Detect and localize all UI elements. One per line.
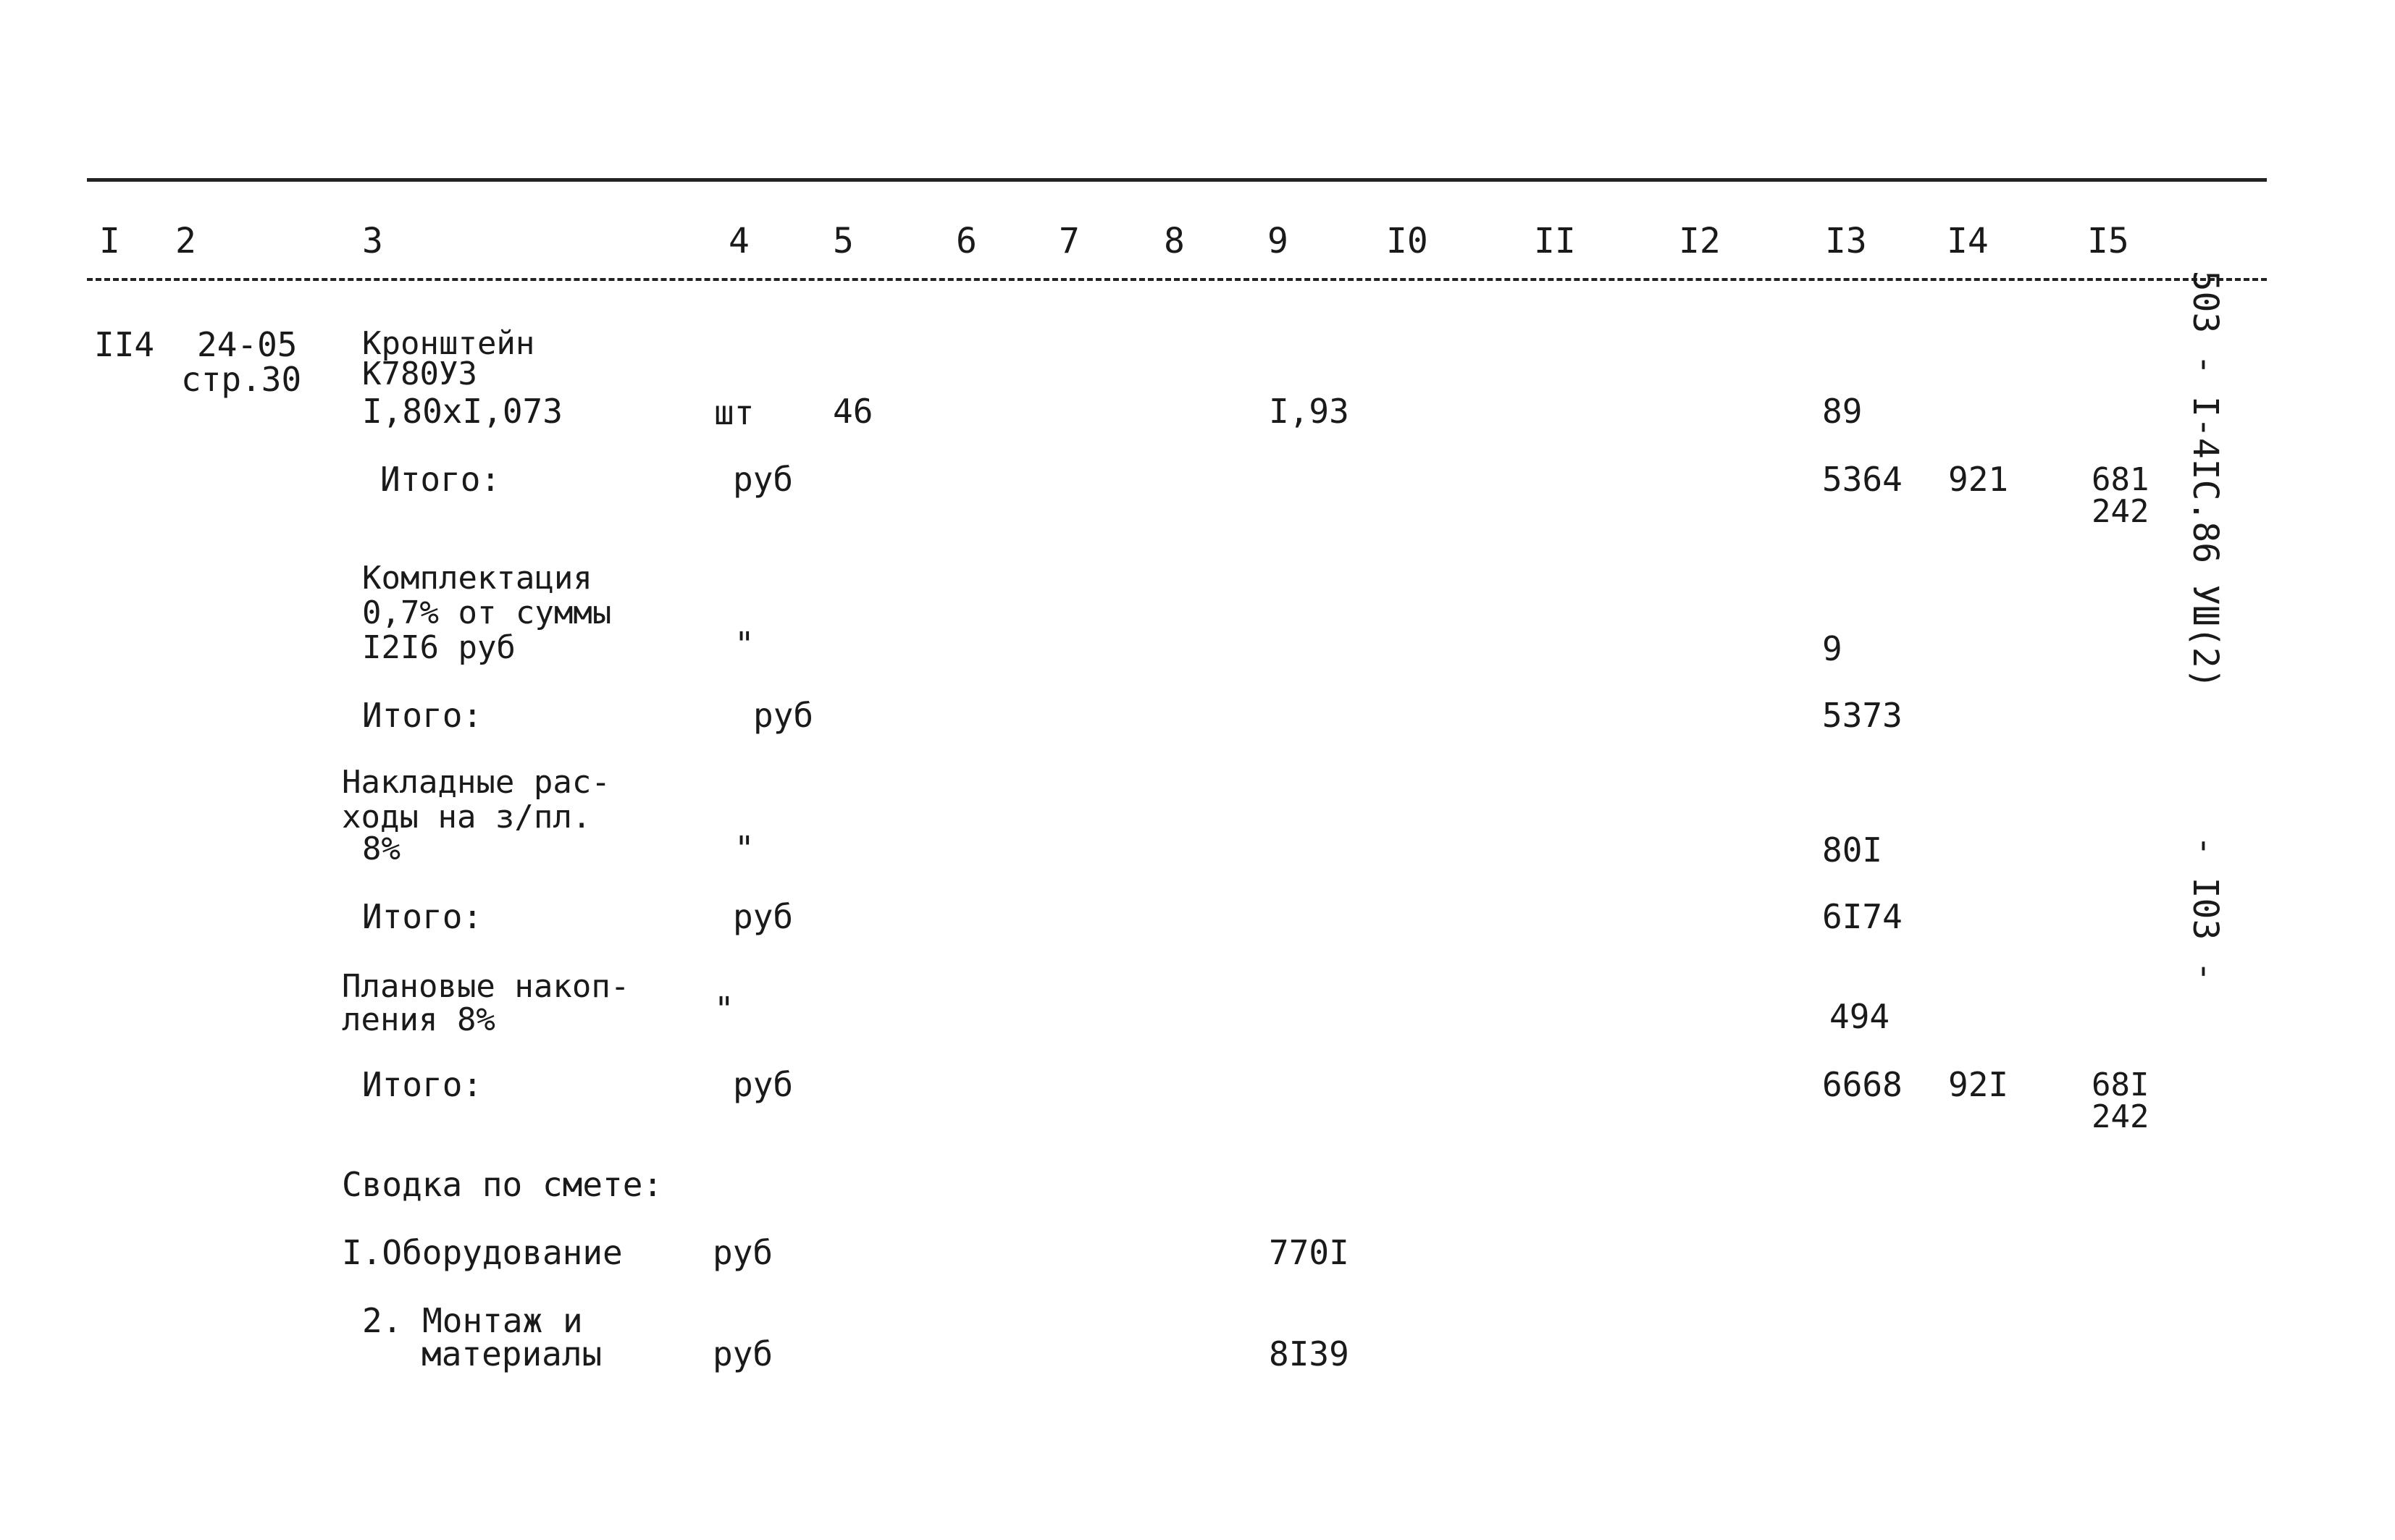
item-ref: стр.30 <box>181 360 302 399</box>
table-top-rule <box>87 178 2267 182</box>
column-header: 8 <box>1164 221 1185 261</box>
item-number: II4 <box>94 325 155 364</box>
completion-label: I2I6 руб <box>362 629 516 666</box>
overhead-label: ходы на з/пл. <box>342 799 592 836</box>
column-header: 4 <box>729 221 750 261</box>
document-code-side <box>2151 187 2260 982</box>
total-unit: руб <box>753 696 814 735</box>
ditto-mark: " <box>734 829 755 868</box>
column-header: I5 <box>2087 221 2129 261</box>
planned-col13: 494 <box>1829 997 1890 1036</box>
completion-label: 0,7% от суммы <box>362 594 612 631</box>
total-unit: руб <box>733 460 794 499</box>
item-code: 24-05 <box>197 325 298 364</box>
summary-equipment-label: I.Оборудование <box>342 1233 623 1272</box>
column-header: 7 <box>1059 221 1080 261</box>
item-col13: 89 <box>1822 392 1863 431</box>
summary-mounting-label: 2. Монтаж и <box>362 1301 583 1340</box>
column-header: 3 <box>362 221 383 261</box>
total-col14: 921 <box>1948 460 2009 499</box>
summary-equipment-value: 770I <box>1269 1233 1349 1272</box>
item-price: I,93 <box>1269 392 1349 431</box>
total-col15: 242 <box>2092 493 2149 530</box>
column-header: II <box>1534 221 1576 261</box>
total-unit: руб <box>733 897 794 936</box>
total-col13: 5364 <box>1822 460 1903 499</box>
summary-mounting-unit: руб <box>713 1334 773 1373</box>
page-number: - I03 - <box>2185 835 2226 983</box>
total-col15: 68I <box>2092 1066 2149 1103</box>
ditto-mark: " <box>734 625 755 664</box>
total-label: Итого: <box>362 1065 483 1104</box>
overhead-col13: 80I <box>1822 830 1883 870</box>
item-name: К780У3 <box>362 355 477 392</box>
completion-col13: 9 <box>1822 629 1842 668</box>
column-header: I2 <box>1679 221 1721 261</box>
item-unit: шт <box>714 393 755 432</box>
summary-mounting-value: 8I39 <box>1269 1334 1349 1373</box>
planned-label: Плановые накоп- <box>342 968 630 1005</box>
column-header: 9 <box>1267 221 1288 261</box>
total-col14: 92I <box>1948 1065 2009 1104</box>
total-label: Итого: <box>362 897 483 936</box>
total-label: Итого: <box>362 696 483 735</box>
column-header: 6 <box>956 221 977 261</box>
overhead-label: Накладные рас- <box>342 764 611 801</box>
planned-label: ления 8% <box>342 1001 495 1038</box>
summary-equipment-unit: руб <box>713 1233 773 1272</box>
column-header: I0 <box>1386 221 1428 261</box>
total-col15: 681 <box>2092 461 2149 498</box>
ditto-mark: " <box>714 990 734 1029</box>
column-header: I4 <box>1947 221 1989 261</box>
total-col13: 6668 <box>1822 1065 1903 1104</box>
completion-label: Комплектация <box>362 560 592 597</box>
item-name: Кронштейн <box>362 325 535 362</box>
item-dimensions: I,80xI,073 <box>362 392 563 431</box>
total-unit: руб <box>733 1065 794 1104</box>
total-col13: 5373 <box>1822 696 1903 735</box>
overhead-label: 8% <box>362 830 400 867</box>
document-code: 503 - I-4IC.86 УШ(2) <box>2185 270 2226 689</box>
total-col15: 242 <box>2092 1098 2149 1135</box>
total-col13: 6I74 <box>1822 897 1903 936</box>
summary-title: Сводка по смете: <box>342 1165 663 1204</box>
column-header: I3 <box>1825 221 1867 261</box>
column-header: 5 <box>833 221 854 261</box>
column-header: 2 <box>175 221 196 261</box>
table-header-rule <box>87 278 2267 281</box>
summary-mounting-label: материалы <box>421 1334 603 1373</box>
total-label: Итого: <box>380 460 501 499</box>
item-quantity: 46 <box>833 392 873 431</box>
column-header: I <box>99 221 120 261</box>
